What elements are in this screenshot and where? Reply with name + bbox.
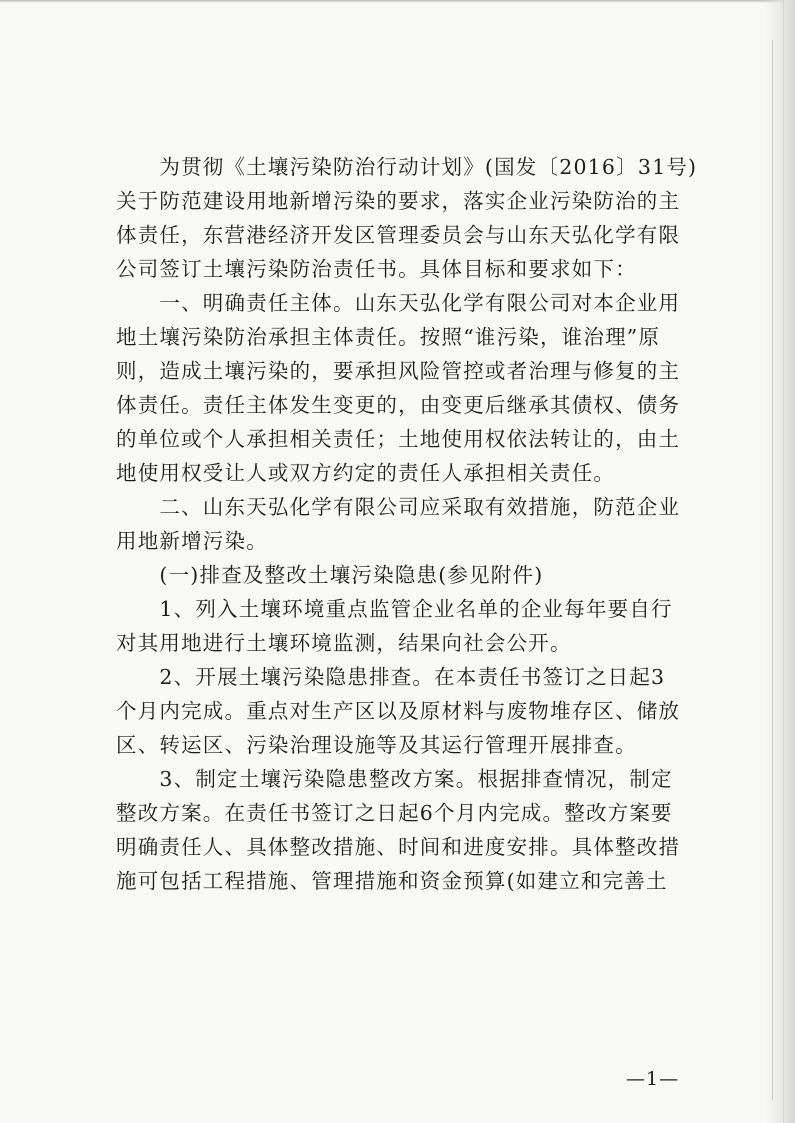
text-line: 个月内完成。重点对生产区以及原材料与废物堆存区、储放: [116, 699, 681, 723]
scan-edge-top: [0, 0, 795, 3]
text-line: 体责任，东营港经济开发区管理委员会与山东天弘化学有限: [116, 223, 681, 247]
text-line: 地使用权受让人或双方约定的责任人承担相关责任。: [116, 461, 616, 485]
scan-edge-line: [783, 0, 784, 1123]
document-body: [116, 150, 698, 898]
text-line: 地土壤污染防治承担主体责任。按照“谁污染，谁治理”原: [116, 325, 661, 349]
scan-edge-right: [765, 0, 795, 1123]
text-line: 则，造成土壤污染的，要承担风险管控或者治理与修复的主: [116, 359, 681, 383]
text-line: 体责任。责任主体发生变更的，由变更后继承其债权、债务: [116, 393, 681, 417]
text-line: 为贯彻《土壤污染防治行动计划》(国发〔2016〕31号): [116, 155, 698, 179]
text-line: 整改方案。在责任书签订之日起6个月内完成。整改方案要: [116, 801, 673, 825]
text-line: 1、列入土壤环境重点监管企业名单的企业每年要自行: [116, 597, 673, 621]
page-number: —1—: [626, 1068, 680, 1090]
text-line: 施可包括工程措施、管理措施和资金预算(如建立和完善土: [116, 869, 668, 893]
text-line: 的单位或个人承担相关责任；土地使用权依法转让的，由土: [116, 427, 681, 451]
text-line: 一、明确责任主体。山东天弘化学有限公司对本企业用: [116, 291, 681, 315]
text-line: 用地新增污染。: [116, 529, 268, 553]
text-line: 关于防范建设用地新增污染的要求，落实企业污染防治的主: [116, 189, 681, 213]
text-line: 明确责任人、具体整改措施、时间和进度安排。具体整改措: [116, 835, 681, 859]
text-line: 公司签订土壤污染防治责任书。具体目标和要求如下：: [116, 257, 637, 281]
text-line: 3、制定土壤污染隐患整改方案。根据排查情况，制定: [116, 767, 673, 791]
text-line: 2、开展土壤污染隐患排查。在本责任书签订之日起3: [116, 665, 666, 689]
text-line: 对其用地进行土壤环境监测，结果向社会公开。: [116, 631, 572, 655]
text-line: 区、转运区、污染治理设施等及其运行管理开展排查。: [116, 733, 637, 757]
text-line: (一)排查及整改土壤污染隐患(参见附件): [116, 563, 544, 587]
text-line: 二、山东天弘化学有限公司应采取有效措施，防范企业: [116, 495, 681, 519]
scan-edge-line: [772, 40, 773, 1100]
